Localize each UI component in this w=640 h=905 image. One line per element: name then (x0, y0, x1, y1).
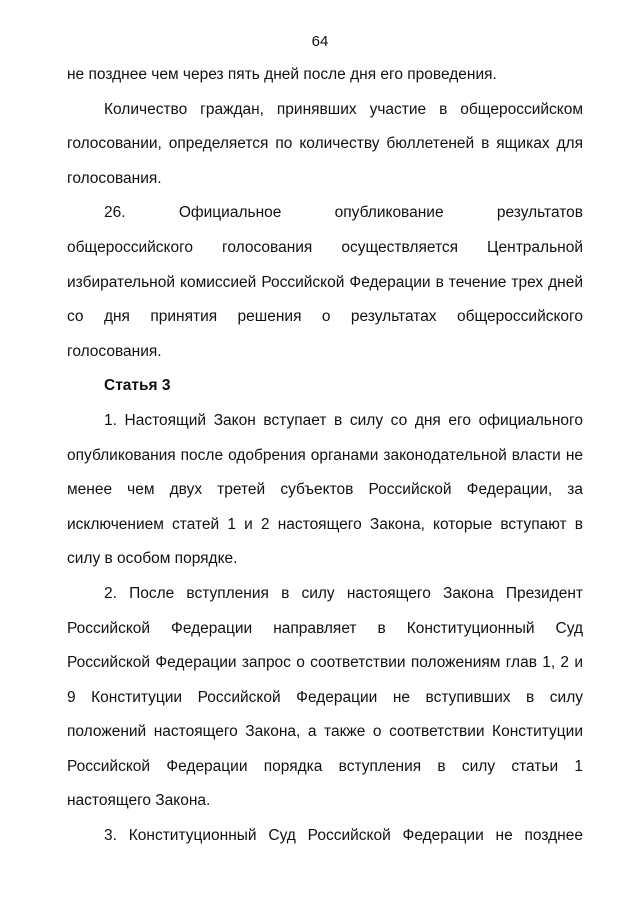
paragraph-vote-count: Количество граждан, принявших участие в общероссийском голосовании, определяется по количеству бюллетеней в ящиках для голосования. (67, 100, 583, 187)
paragraph-article3-item2: 2. После вступления в силу настоящего Закона Президент Российской Федерации направляет в Конституционный Суд Российской Федерации запрос о соответствии положениям глав 1, 2 и 9 Конституции Российской Федерации не вступивших в силу положений настоящего Закона, а также о соответствии Конституции Российской Федерации порядка вступления в силу статьи 1 настоящего Закона. (67, 584, 583, 810)
paragraph-article3-item3: 3. Конституционный Суд Российской Федерации не позднее (104, 827, 583, 845)
paragraph-26-rest: общероссийского голосования осуществляется Центральной избирательной комиссией Российской Федерации в течение трех дней со дня принятия решения о результатах общероссийского голосования. (67, 238, 583, 360)
document-body (67, 58, 583, 854)
paragraph-26-first-line: 26. Официальное опубликование результатов (104, 204, 583, 222)
paragraph-article3-item1: 1. Настоящий Закон вступает в силу со дня его официального опубликования после одобрения органами законодательной власти не менее чем двух третей субъектов Российской Федерации, за исключением статей 1 и 2 настоящего Закона, которые вступают в силу в особом порядке. (67, 411, 583, 568)
page-number: 64 (311, 33, 329, 50)
article-heading: Статья 3 (104, 377, 171, 395)
paragraph-continuation: не позднее чем через пять дней после дня его проведения. (67, 66, 497, 83)
